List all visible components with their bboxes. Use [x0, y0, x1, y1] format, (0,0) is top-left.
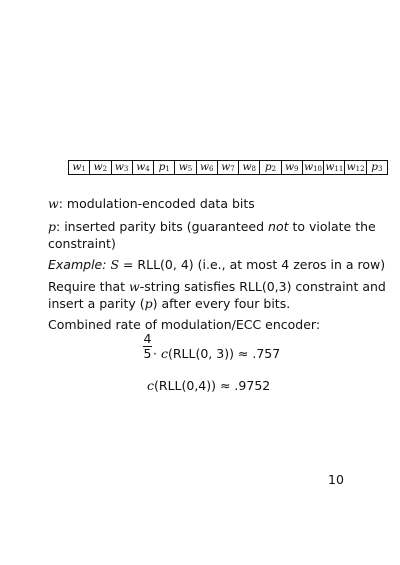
example-S: S [110, 257, 120, 272]
bit-cell [133, 161, 154, 174]
require-line-2 [48, 295, 368, 312]
bit-symbol: p [371, 161, 378, 174]
bit-cell [260, 161, 281, 174]
bit-cell [69, 161, 90, 174]
bit-cell [197, 161, 218, 174]
bit-cell [239, 161, 260, 174]
bit-cell [345, 161, 366, 174]
bit-cell [324, 161, 345, 174]
bit-symbol: w [199, 161, 209, 174]
capacity-formula [147, 377, 347, 394]
bit-symbol: w [242, 161, 252, 174]
bit-symbol: p [264, 161, 272, 174]
p-definition-cont: constraint) [48, 236, 116, 251]
bit-symbol: w [114, 161, 124, 174]
require-w-symbol: w [129, 279, 140, 294]
bit-symbol: p [158, 161, 166, 174]
bit-index: 2 [102, 165, 108, 173]
bit-cell [282, 161, 303, 174]
bit-index: 4 [145, 165, 150, 173]
example-line [48, 256, 386, 273]
bit-symbol: w [285, 161, 295, 174]
w-definition-text: : modulation-encoded data bits [58, 196, 255, 211]
combined-rate-label: Combined rate of modulation/ECC encoder: [48, 317, 321, 332]
p-definition-text-1: : inserted parity bits (guaranteed [56, 219, 269, 234]
bit-index: 10 [313, 165, 323, 173]
require-p-symbol: p [144, 296, 153, 311]
bit-index: 1 [81, 165, 86, 173]
bit-symbol: w [93, 161, 103, 174]
w-definition [48, 195, 368, 212]
combined-expr: (RLL(0, 3)) ≈ .757 [167, 346, 281, 361]
fraction-numerator: 4 [143, 331, 152, 346]
page-number: 10 [328, 472, 344, 487]
bit-index: 8 [251, 165, 256, 173]
require-text-2a: insert a parity ( [48, 296, 145, 311]
example-expr: = RLL(0, 4) (i.e., at most 4 zeros in a row) [119, 257, 386, 272]
bit-cell [175, 161, 196, 174]
require-text-1a: Require that [48, 279, 130, 294]
example-label: Example: [48, 257, 107, 272]
bit-cell [218, 161, 239, 174]
bit-cell [303, 161, 324, 174]
bit-index: 1 [165, 165, 170, 173]
bit-index: 5 [187, 165, 193, 173]
bit-index: 2 [271, 165, 277, 173]
capacity-expr: (RLL(0,4)) ≈ .9752 [154, 378, 271, 393]
require-text-2b: ) after every four bits. [152, 296, 291, 311]
bit-cell [154, 161, 175, 174]
rate-fraction [143, 332, 152, 361]
bit-index: 6 [208, 165, 214, 173]
bit-symbol: w [325, 161, 335, 174]
bit-symbol: w [346, 161, 356, 174]
p-symbol: p [48, 219, 57, 234]
bit-cell [112, 161, 133, 174]
require-text-1b: -string satisfies RLL(0,3) constraint and [139, 279, 386, 294]
combined-dot: · [153, 346, 161, 361]
p-definition-text-2: to violate the [288, 219, 376, 234]
bit-index: 11 [334, 165, 344, 173]
w-symbol: w [48, 196, 59, 211]
bit-cell [367, 161, 387, 174]
bit-symbol: w [304, 161, 314, 174]
bit-symbol: w [221, 161, 231, 174]
bit-index: 9 [294, 165, 299, 173]
capacity-c: c [147, 378, 155, 393]
bit-index: 3 [123, 165, 129, 173]
combined-c: c [160, 346, 168, 361]
p-definition [48, 218, 376, 235]
bit-index: 12 [355, 165, 365, 173]
p-definition-not: not [268, 219, 289, 234]
bit-index: 3 [377, 165, 383, 173]
combined-rate-formula [153, 345, 353, 362]
bit-symbol: w [136, 161, 146, 174]
bit-symbol: w [178, 161, 188, 174]
bit-cell [90, 161, 111, 174]
require-line-1 [48, 278, 386, 295]
fraction-denominator: 5 [143, 346, 152, 361]
bit-string-table [68, 160, 388, 175]
bit-symbol: w [72, 161, 82, 174]
bit-index: 7 [230, 165, 235, 173]
